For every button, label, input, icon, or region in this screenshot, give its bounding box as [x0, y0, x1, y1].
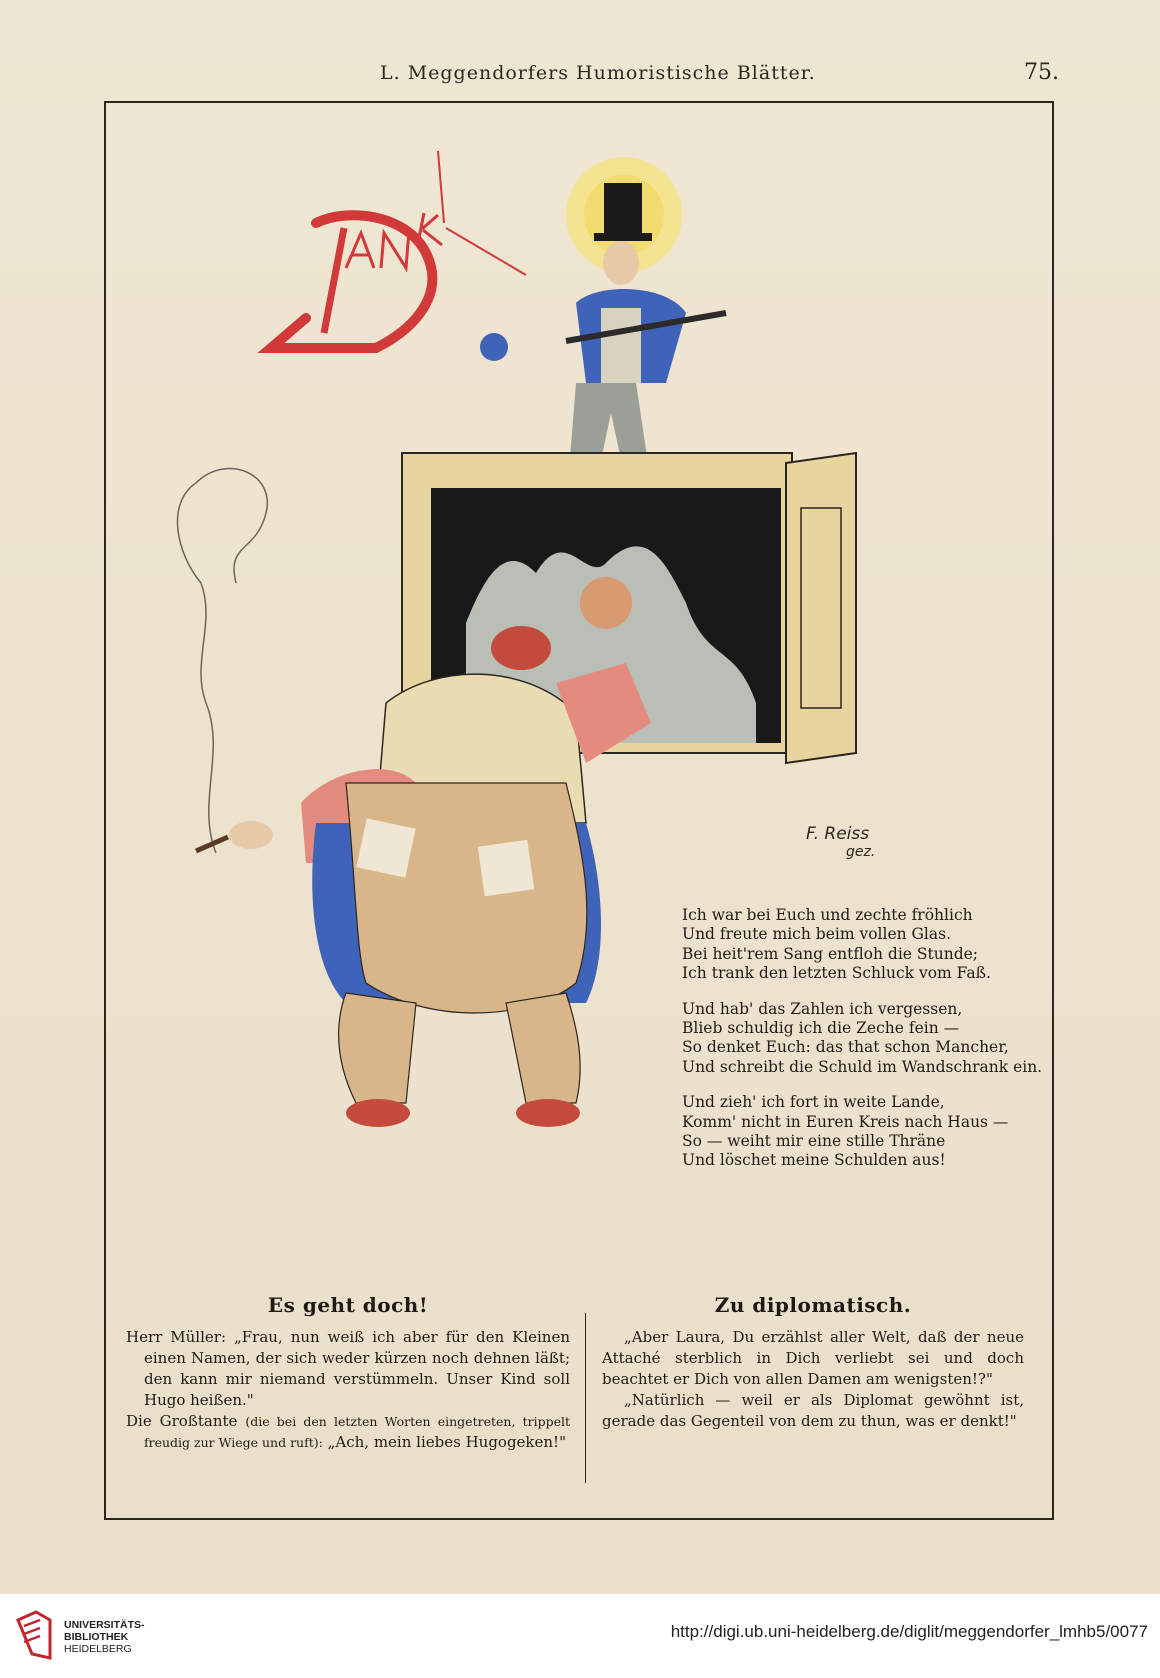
signature-sub: gez.: [846, 844, 876, 860]
poem-line: Und löschet meine Schulden aus!: [682, 1151, 946, 1170]
poem-line: Bei heit'rem Sang entfloh die Stunde;: [682, 944, 979, 963]
anecdote-heading: Es geht doch!: [267, 1293, 429, 1317]
library-logo-icon: [14, 1610, 54, 1662]
anecdote-heading: Zu diplomatisch.: [714, 1293, 912, 1317]
poem-line: Und schreibt die Schuld im Wandschrank ein.: [682, 1057, 1043, 1076]
stage-direction: (die bei den letzten Worten eingetreten, trippelt freudig zur Wiege und ruft):: [144, 1414, 570, 1450]
anecdote-right: [602, 1293, 1024, 1432]
quote-text: „Ach, mein liebes Hugogeken!": [322, 1433, 566, 1451]
poem-line: Ich trank den letzten Schluck vom Faß.: [682, 964, 991, 983]
anecdote-left: [126, 1293, 570, 1453]
poem-line: Und hab' das Zahlen ich vergessen,: [682, 999, 963, 1018]
viewer-footer: [0, 1594, 1160, 1678]
signature-name: F. Reiss: [806, 824, 870, 844]
content-frame: [104, 101, 1054, 1520]
source-url-link[interactable]: http://digi.ub.uni-heidelberg.de/diglit/meggendorfer_lmhb5/0077: [670, 1622, 1148, 1641]
speaker-text: Die Großtante: [126, 1412, 246, 1430]
poem-line: Ich war bei Euch und zechte fröhlich: [682, 906, 973, 924]
column-divider: [585, 1313, 586, 1483]
anecdote-paragraph: Herr Müller: „Frau, nun weiß ich aber für den Kleinen einen Namen, der sich weder kürzen noch dehnen läßt; den kann mir niemand verstümmeln. Unser Kind soll Hugo heißen.": [126, 1328, 570, 1409]
dank-title-lettering: [271, 151, 526, 348]
poem-line: So — weiht mir eine stille Thräne: [682, 1132, 946, 1151]
poem-line: Und freute mich beim vollen Glas.: [682, 925, 951, 944]
stanza: [682, 906, 1042, 984]
anecdote-paragraph: „Natürlich — weil er als Diplomat gewöhnt ist, gerade das Gegenteil von dem zu thun, was er denkt!": [602, 1391, 1024, 1430]
stanza: [682, 1000, 1042, 1078]
library-name: [64, 1619, 145, 1655]
poem-line: So denket Euch: das that schon Mancher,: [682, 1038, 1009, 1057]
poem-line: Blieb schuldig ich die Zeche fein —: [682, 1019, 960, 1038]
poem-line: Und zieh' ich fort in weite Lande,: [682, 1093, 945, 1112]
poem-line: Komm' nicht in Euren Kreis nach Haus —: [682, 1112, 1009, 1131]
running-head: [0, 62, 1160, 92]
page-number: 75.: [1024, 60, 1059, 85]
running-title: L. Meggendorfers Humoristische Blätter.: [380, 62, 816, 84]
library-line: BIBLIOTHEK: [64, 1631, 129, 1643]
artist-signature: [806, 825, 875, 861]
library-line: UNIVERSITÄTS-: [64, 1619, 145, 1631]
stanza: [682, 1093, 1042, 1171]
poem: [682, 906, 1042, 1187]
anecdote-paragraph: „Aber Laura, Du erzählst aller Welt, daß der neue Attaché sterblich in Dich verliebt sei und doch beachtet er Dich von allen Damen am wenigsten!?": [602, 1328, 1024, 1388]
library-line: HEIDELBERG: [64, 1643, 132, 1655]
anecdote-columns: [106, 1293, 1052, 1493]
anecdote-paragraph: [126, 1411, 570, 1453]
